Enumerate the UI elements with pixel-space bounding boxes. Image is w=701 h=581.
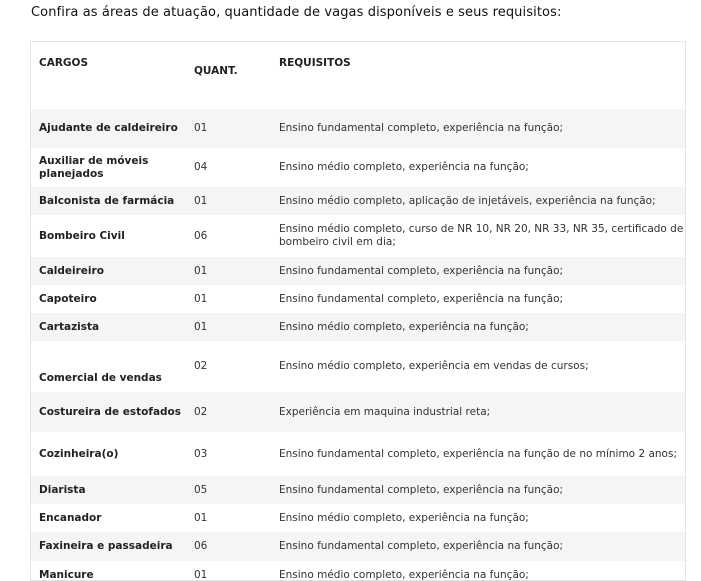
requisitos-cell: Ensino médio completo, experiência na função; xyxy=(279,161,529,173)
requisitos-cell: Ensino fundamental completo, experiência na função; xyxy=(271,532,685,561)
table-row xyxy=(31,215,685,257)
cargo-cell: Cartazista xyxy=(31,313,186,341)
quant-cell: 01 xyxy=(186,187,271,215)
cargo-cell: Costureira de estofados xyxy=(31,392,186,432)
requisitos-cell: Ensino médio completo, experiência na função; xyxy=(279,569,529,581)
quant-cell: 01 xyxy=(194,569,208,581)
table-row xyxy=(31,476,685,504)
table-row xyxy=(31,285,685,313)
cargo-cell: Diarista xyxy=(31,476,186,504)
cargo-cell: Capoteiro xyxy=(39,292,97,305)
requisitos-cell: Ensino médio completo, experiência na função; xyxy=(279,511,529,524)
requisitos-cell: Ensino médio completo, experiência na função; xyxy=(271,313,685,341)
quant-cell: 02 xyxy=(186,392,271,432)
table-row xyxy=(31,313,685,341)
table-row xyxy=(31,341,685,392)
table-header-row xyxy=(31,42,685,109)
cargo-cell: Ajudante de caldeireiro xyxy=(31,109,186,148)
requisitos-cell: Ensino médio completo, experiência em vendas de cursos; xyxy=(279,360,589,372)
intro-text: Confira as áreas de atuação, quantidade de vagas disponíveis e seus requisitos: xyxy=(31,5,562,20)
jobs-table-container xyxy=(30,41,686,581)
table-row xyxy=(31,532,685,561)
requisitos-cell: Ensino fundamental completo, experiência na função de no mínimo 2 anos; xyxy=(279,447,677,460)
table-row xyxy=(31,392,685,432)
quant-cell: 05 xyxy=(186,476,271,504)
cargo-cell: Comercial de vendas xyxy=(39,372,162,384)
cargo-cell: Cozinheira(o) xyxy=(39,447,119,460)
quant-cell: 06 xyxy=(186,532,271,561)
table-row xyxy=(31,561,685,581)
quant-cell: 01 xyxy=(186,257,271,285)
quant-cell: 01 xyxy=(186,109,271,148)
header-requisitos: REQUISITOS xyxy=(279,57,351,69)
cargo-cell: Bombeiro Civil xyxy=(39,229,125,242)
table-row xyxy=(31,504,685,532)
requisitos-cell: Ensino fundamental completo, experiência na função; xyxy=(271,109,685,148)
requisitos-cell: Ensino médio completo, aplicação de injetáveis, experiência na função; xyxy=(271,187,685,215)
cargo-cell: Caldeireiro xyxy=(31,257,186,285)
requisitos-cell: Ensino fundamental completo, experiência na função; xyxy=(271,476,685,504)
cargo-cell: Manicure xyxy=(39,569,94,581)
quant-cell: 01 xyxy=(194,292,208,305)
requisitos-cell: Ensino fundamental completo, experiência na função; xyxy=(279,292,564,305)
table-row xyxy=(31,148,685,187)
jobs-table xyxy=(31,42,685,581)
quant-cell: 03 xyxy=(194,447,208,460)
table-row xyxy=(31,257,685,285)
requisitos-cell: Ensino médio completo, curso de NR 10, NR 20, NR 33, NR 35, certificado de bombeiro civil em dia; xyxy=(279,223,684,248)
cargo-cell: Faxineira e passadeira xyxy=(31,532,186,561)
quant-cell: 01 xyxy=(186,313,271,341)
requisitos-cell: Experiência em maquina industrial reta; xyxy=(271,392,685,432)
cargo-cell: Auxiliar de móveis planejados xyxy=(39,154,149,180)
cargo-cell: Encanador xyxy=(39,511,102,524)
table-row xyxy=(31,432,685,476)
requisitos-cell: Ensino fundamental completo, experiência na função; xyxy=(271,257,685,285)
quant-cell: 04 xyxy=(194,161,208,173)
header-cargos: CARGOS xyxy=(39,57,89,69)
header-quant: QUANT. xyxy=(194,65,238,77)
quant-cell: 06 xyxy=(194,229,208,242)
table-row xyxy=(31,109,685,148)
cargo-cell: Balconista de farmácia xyxy=(31,187,186,215)
quant-cell: 01 xyxy=(194,511,208,524)
quant-cell: 02 xyxy=(194,360,208,372)
table-row xyxy=(31,187,685,215)
